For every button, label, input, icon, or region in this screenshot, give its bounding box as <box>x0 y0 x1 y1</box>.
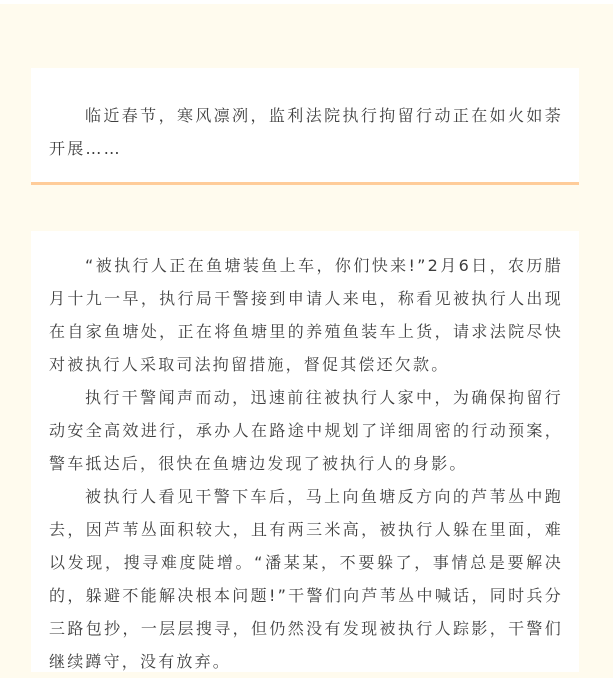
top-strip <box>0 0 613 4</box>
article-body-card <box>31 231 579 672</box>
article-paragraphs <box>49 249 563 678</box>
paragraph-2: 执行干警闻声而动，迅速前往被执行人家中，为确保拘留行动安全高效进行，承办人在路途中规划了详细周密的行动预案，警车抵达后，很快在鱼塘边发现了被执行人的身影。 <box>49 388 563 473</box>
paragraph-3: 被执行人看见干警下车后，马上向鱼塘反方向的芦苇丛中跑去，因芦苇丛面积较大，且有两三米高，被执行人躲在里面，难以发现，搜寻难度陡增。“潘某某，不要躲了，事情总是要解决的，躲避不能解决根本问题!”干警们向芦苇丛中喊话，同时兵分三路包抄，一层层搜寻，但仍然没有发现被执行人踪影，干警们继续蹲守，没有放弃。 <box>49 487 563 671</box>
intro-card <box>31 68 579 185</box>
paragraph-1: “被执行人正在鱼塘装鱼上车，你们快来!”2月6日，农历腊月十九一早，执行局干警接到申请人来电，称看见被执行人出现在自家鱼塘处，正在将鱼塘里的养殖鱼装车上货，请求法院尽快对被执行人采取司法拘留措施，督促其偿还欠款。 <box>49 256 563 374</box>
intro-paragraph: 临近春节，寒风凛冽，监利法院执行拘留行动正在如火如荼开展…… <box>49 106 563 158</box>
